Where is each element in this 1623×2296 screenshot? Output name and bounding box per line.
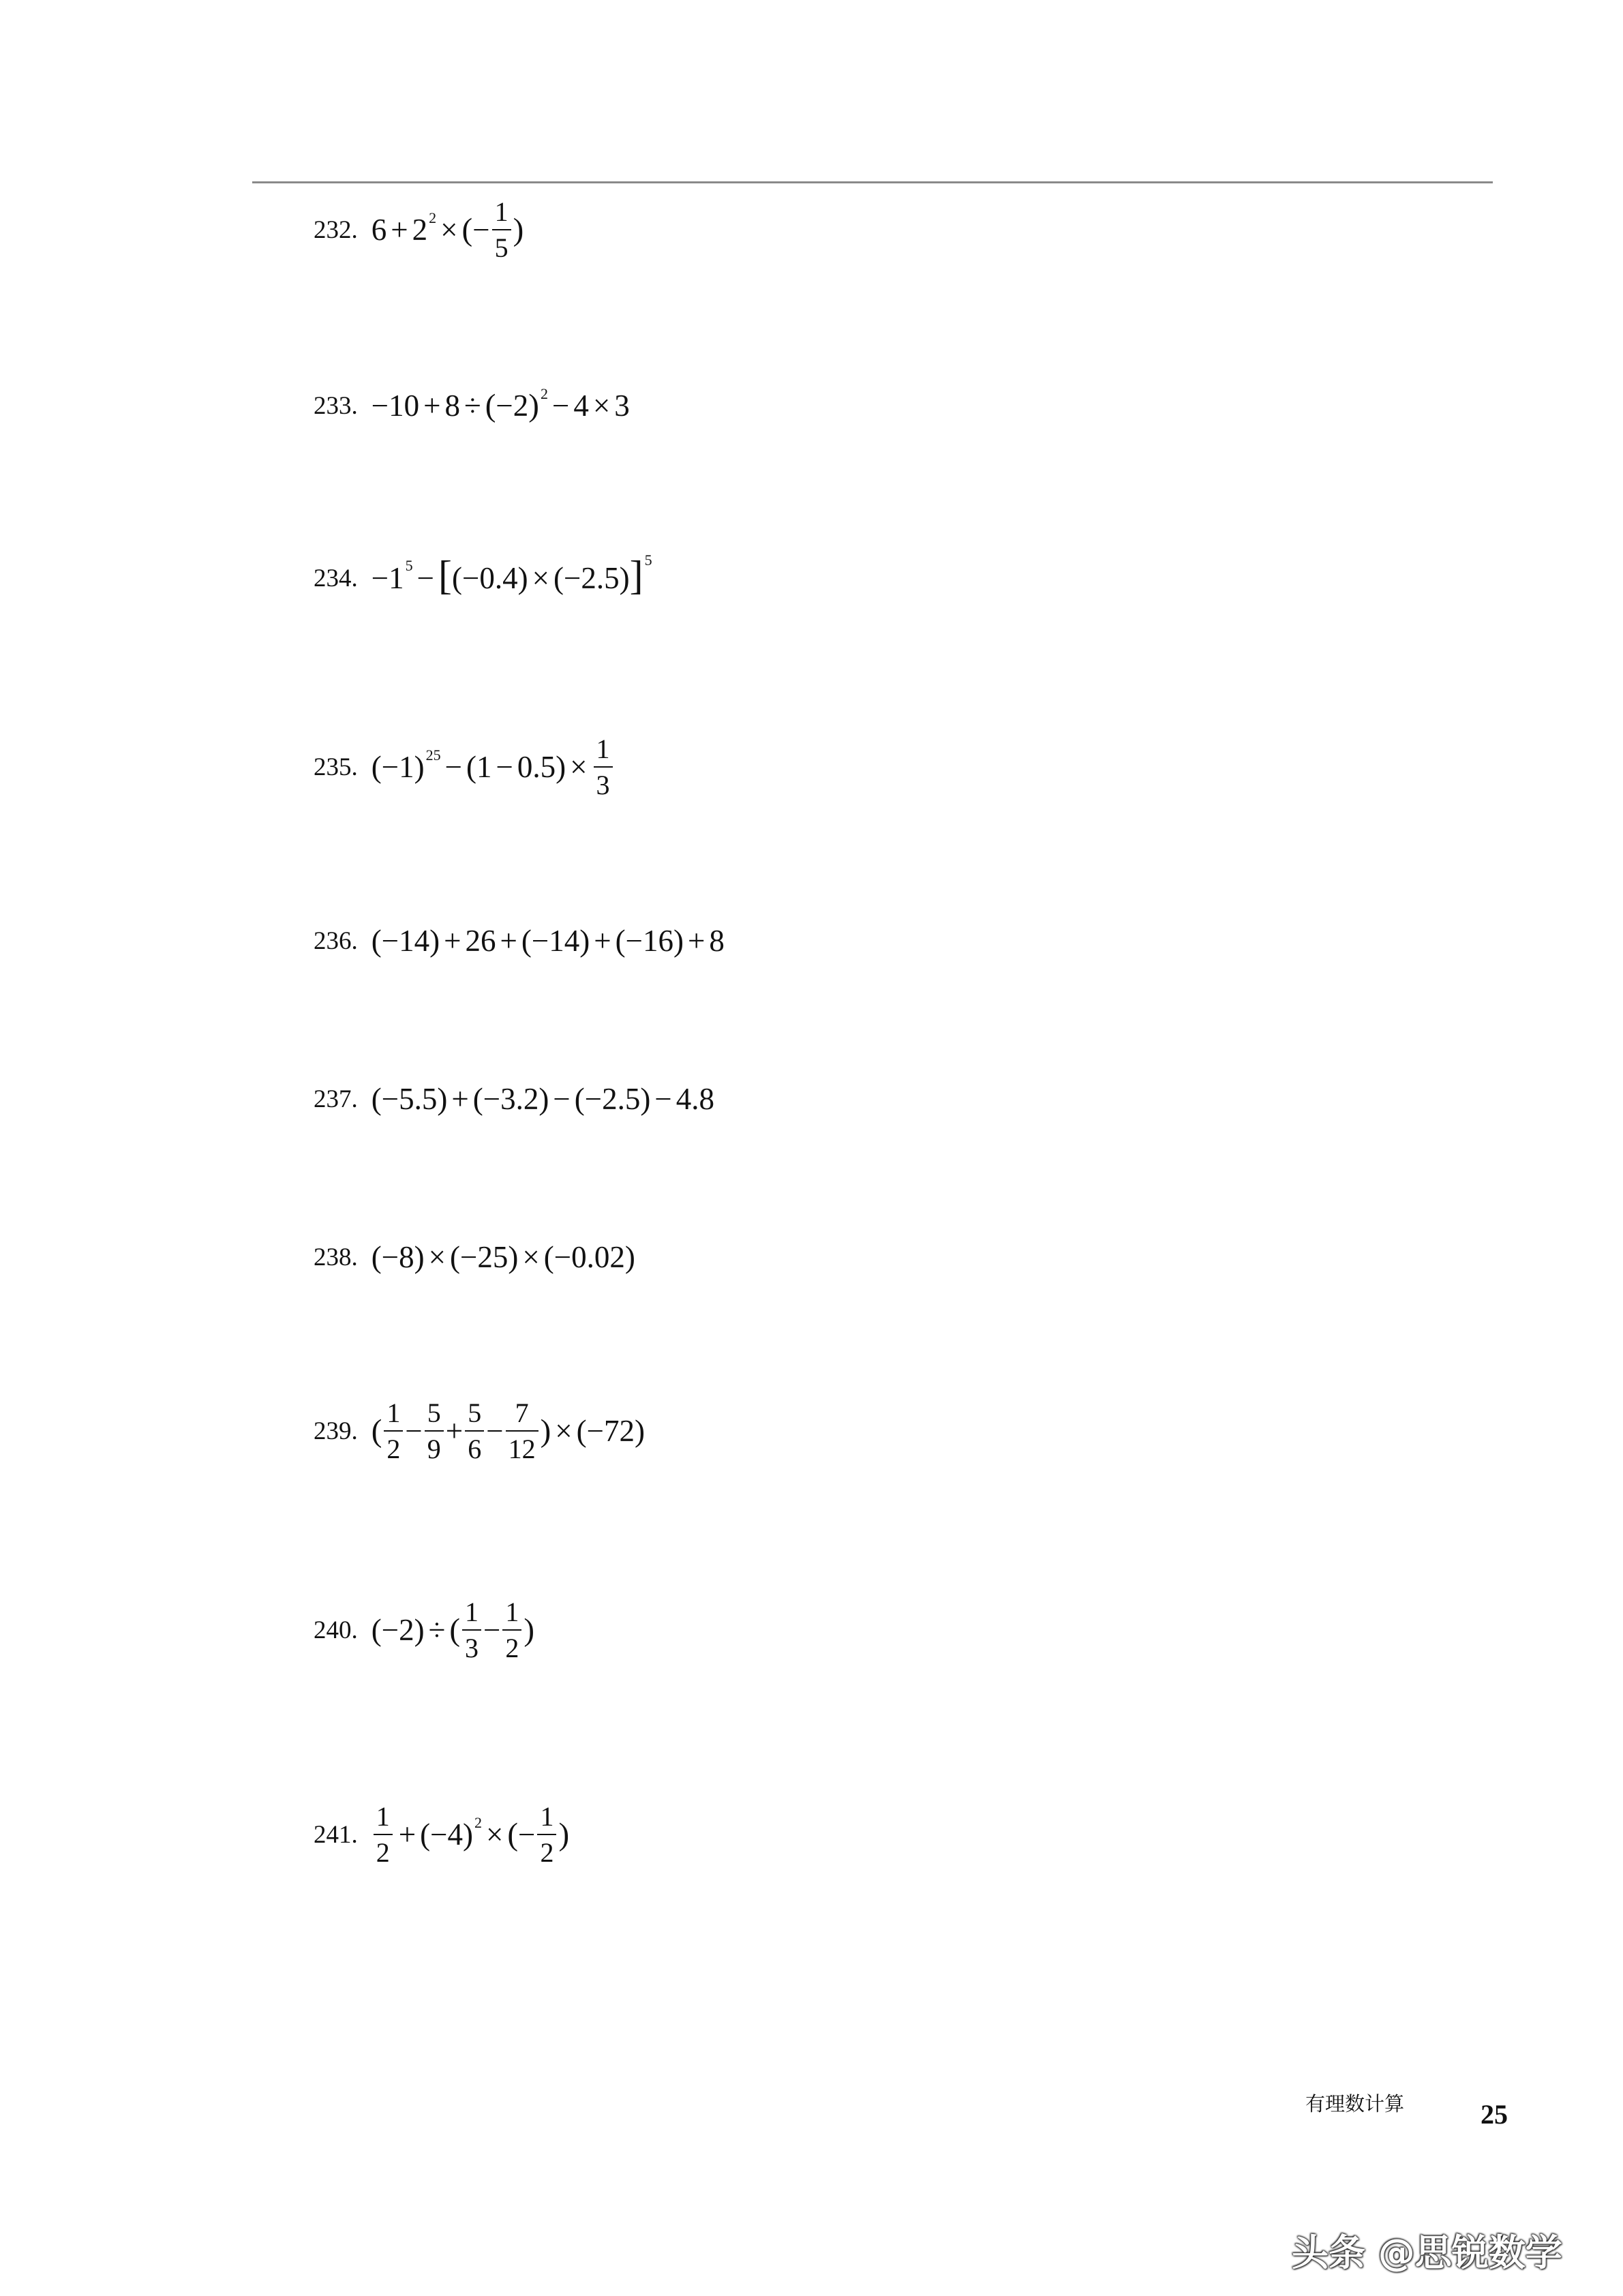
math-term: (−2.5) xyxy=(574,1082,651,1116)
minus-sign: − xyxy=(483,1613,501,1647)
fraction xyxy=(492,198,511,262)
fraction xyxy=(465,1399,484,1464)
times-sign: × xyxy=(486,1817,504,1852)
problem-232 xyxy=(314,198,524,262)
math-term: (−1) xyxy=(371,750,425,784)
numerator: 1 xyxy=(376,1801,390,1832)
denominator: 9 xyxy=(427,1434,441,1464)
math-term: (−72) xyxy=(576,1414,645,1448)
times-sign: × xyxy=(570,750,588,784)
numerator: 1 xyxy=(494,196,509,227)
times-sign: × xyxy=(592,389,611,423)
fraction xyxy=(384,1399,403,1464)
problem-number: 237. xyxy=(314,1085,358,1113)
minus-sign: − xyxy=(472,213,490,247)
minus-sign: − xyxy=(551,389,570,423)
plus-sign: + xyxy=(398,1817,416,1852)
exponent: 25 xyxy=(425,746,441,764)
close-paren: ) xyxy=(558,1817,570,1852)
problem-236 xyxy=(314,926,725,956)
numerator: 1 xyxy=(386,1398,401,1428)
minus-sign: − xyxy=(553,1082,571,1116)
times-sign: × xyxy=(532,560,550,595)
math-term: (−25) xyxy=(450,1240,519,1274)
times-sign: × xyxy=(428,1240,446,1274)
expression xyxy=(371,1084,714,1115)
open-bracket: [ xyxy=(438,553,453,598)
denominator: 2 xyxy=(376,1837,390,1868)
numerator: 1 xyxy=(464,1597,479,1627)
expression xyxy=(371,926,725,956)
minus-sign: − xyxy=(654,1082,672,1116)
exponent: 5 xyxy=(644,552,652,569)
denominator: 6 xyxy=(468,1434,482,1464)
fraction-bar xyxy=(465,1430,484,1432)
problem-233 xyxy=(314,384,630,423)
math-term: 2 xyxy=(412,213,428,247)
fraction xyxy=(502,1598,521,1663)
plus-sign: + xyxy=(444,924,461,958)
math-term: 4.8 xyxy=(676,1082,714,1116)
open-paren: ( xyxy=(461,212,473,247)
problem-238 xyxy=(314,1242,635,1273)
problem-number: 236. xyxy=(314,927,358,955)
problem-number: 234. xyxy=(314,564,358,592)
fraction xyxy=(537,1802,556,1867)
math-term: (−3.2) xyxy=(472,1082,549,1116)
math-term: 0.5) xyxy=(517,750,566,784)
minus-sign: − xyxy=(444,750,462,784)
page-number: 25 xyxy=(1481,2099,1508,2130)
fraction-bar xyxy=(502,1629,521,1631)
math-term: (−2) xyxy=(371,1613,425,1647)
watermark: 头条 @思锐数学 xyxy=(1292,2231,1562,2274)
exponent: 2 xyxy=(540,384,548,402)
plus-sign: + xyxy=(391,213,408,247)
math-term: (−8) xyxy=(371,1240,425,1274)
math-term: (−0.4) xyxy=(452,560,528,595)
times-sign: × xyxy=(440,213,458,247)
plus-sign: + xyxy=(594,924,611,958)
denominator: 2 xyxy=(505,1633,519,1663)
denominator: 3 xyxy=(464,1633,479,1663)
fraction-bar xyxy=(594,766,613,768)
fraction xyxy=(506,1399,539,1464)
denominator: 3 xyxy=(596,770,610,800)
footer-title: 有理数计算 xyxy=(1305,2092,1405,2115)
fraction xyxy=(462,1598,481,1663)
exponent: 2 xyxy=(429,209,437,226)
fraction xyxy=(594,735,613,800)
divide-sign: ÷ xyxy=(428,1613,446,1647)
open-paren: ( xyxy=(371,1413,382,1449)
math-term: 26 xyxy=(465,924,496,958)
minus-sign: − xyxy=(518,1817,536,1852)
problem-240 xyxy=(314,1598,534,1663)
math-term: −1 xyxy=(371,560,404,595)
expression xyxy=(371,384,630,423)
fraction-bar xyxy=(425,1430,444,1432)
plus-sign: + xyxy=(423,389,441,423)
math-term: (−4) xyxy=(420,1817,473,1852)
numerator: 1 xyxy=(505,1597,519,1627)
open-paren: ( xyxy=(485,388,496,423)
math-term: 3 xyxy=(614,389,630,423)
fraction-bar xyxy=(506,1430,539,1432)
problem-235 xyxy=(314,735,615,800)
fraction-bar xyxy=(374,1834,393,1835)
close-paren: ) xyxy=(528,388,539,423)
math-term: (−16) xyxy=(615,924,684,958)
math-term: (−0.02) xyxy=(543,1240,635,1274)
problem-number: 241. xyxy=(314,1821,358,1849)
math-term: −10 xyxy=(371,389,420,423)
expression xyxy=(371,1399,645,1464)
expression xyxy=(371,1802,569,1867)
fraction-bar xyxy=(492,229,511,230)
exponent: 2 xyxy=(474,1813,482,1831)
fraction-bar xyxy=(384,1430,403,1432)
math-term: −2 xyxy=(496,389,529,423)
problem-number: 232. xyxy=(314,216,358,244)
close-paren: ) xyxy=(540,1413,551,1449)
math-term: (−2.5) xyxy=(553,560,630,595)
close-paren: ) xyxy=(513,212,524,247)
denominator: 2 xyxy=(540,1837,554,1868)
problem-number: 233. xyxy=(314,392,358,420)
problem-number: 235. xyxy=(314,753,358,781)
minus-sign: − xyxy=(496,750,513,784)
fraction xyxy=(425,1399,444,1464)
math-term: 8 xyxy=(709,924,725,958)
plus-sign: + xyxy=(451,1082,469,1116)
plus-sign: + xyxy=(445,1414,464,1448)
times-sign: × xyxy=(522,1240,540,1274)
fraction-bar xyxy=(537,1834,556,1835)
expression xyxy=(371,735,615,800)
math-term: 8 xyxy=(444,389,461,423)
numerator: 1 xyxy=(540,1801,554,1832)
header-rule xyxy=(252,181,1493,183)
expression xyxy=(371,198,524,262)
minus-sign: − xyxy=(405,1414,423,1448)
minus-sign: − xyxy=(486,1414,504,1448)
problem-237 xyxy=(314,1084,714,1115)
problem-number: 238. xyxy=(314,1243,358,1271)
open-paren: ( xyxy=(507,1817,519,1852)
open-paren: ( xyxy=(449,1612,460,1648)
close-paren: ) xyxy=(524,1612,535,1648)
math-term: (−14) xyxy=(521,924,590,958)
close-bracket: ] xyxy=(629,553,643,598)
problem-number: 240. xyxy=(314,1616,358,1644)
math-term: 4 xyxy=(573,389,589,423)
math-term: (−5.5) xyxy=(371,1082,448,1116)
numerator: 7 xyxy=(515,1398,529,1428)
numerator: 5 xyxy=(427,1398,441,1428)
fraction-bar xyxy=(462,1629,481,1631)
numerator: 5 xyxy=(468,1398,482,1428)
divide-sign: ÷ xyxy=(464,389,481,423)
problem-239 xyxy=(314,1399,645,1464)
denominator: 12 xyxy=(508,1434,536,1464)
expression xyxy=(371,1242,635,1273)
denominator: 2 xyxy=(386,1434,401,1464)
expression xyxy=(371,1598,534,1663)
problem-241 xyxy=(314,1802,569,1867)
exponent: 5 xyxy=(405,557,413,574)
minus-sign: − xyxy=(416,560,435,595)
denominator: 5 xyxy=(494,232,509,263)
expression xyxy=(371,552,652,599)
fraction xyxy=(374,1802,393,1867)
plus-sign: + xyxy=(500,924,517,958)
numerator: 1 xyxy=(596,734,610,764)
times-sign: × xyxy=(555,1414,573,1448)
math-term: 6 xyxy=(371,213,387,247)
problem-234 xyxy=(314,552,652,599)
plus-sign: + xyxy=(688,924,706,958)
math-term: (−14) xyxy=(371,924,440,958)
problem-number: 239. xyxy=(314,1417,358,1445)
math-term: (1 xyxy=(466,750,492,784)
